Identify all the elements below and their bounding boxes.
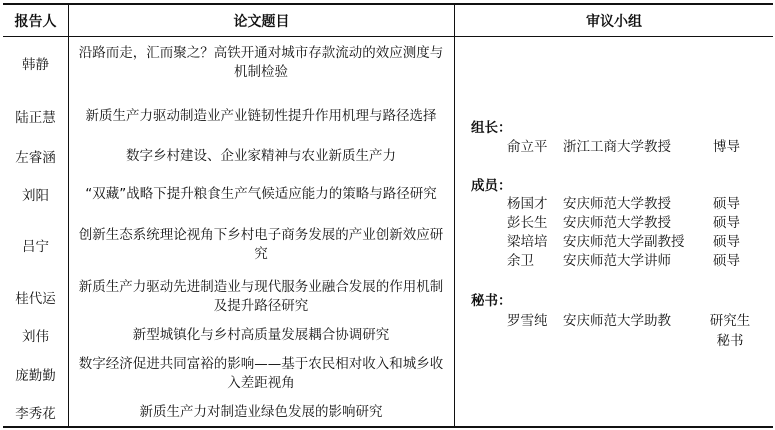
paper-topic: 创新生态系统理论视角下乡村电子商务发展的产业创新效应研究 — [78, 227, 444, 262]
paper-topic: 沿路而走，汇而聚之？高铁开通对城市存款流动的效应测度与机制检验 — [78, 45, 444, 80]
paper-topic: 新型城镇化与乡村高质量发展耦合协调研究 — [132, 326, 390, 343]
reporter-name: 韩静 — [22, 57, 49, 73]
member-title: 安庆师范大学教授 — [563, 196, 671, 212]
paper-topic: 新质生产力驱动制造业产业链韧性提升作用机理与路径选择 — [85, 107, 437, 124]
reporter-name: 吕宁 — [22, 239, 49, 255]
reporter-name: 李秀花 — [15, 406, 56, 422]
paper-topic: 数字经济促进共同富裕的影响——基于农民相对收入和城乡收入差距视角 — [78, 356, 444, 391]
member-name: 彭长生 — [507, 215, 548, 231]
secretary-role: 研究生秘书 — [709, 313, 751, 349]
review-table — [3, 3, 773, 428]
paper-topic: 新质生产力驱动先进制造业与现代服务业融合发展的作用机制及提升路径研究 — [78, 279, 444, 314]
member-line — [455, 233, 773, 253]
member-role: 硕导 — [713, 234, 740, 250]
leader-role: 博导 — [713, 139, 740, 155]
member-role: 硕导 — [713, 196, 740, 212]
table-row — [3, 272, 454, 322]
table-row — [3, 220, 454, 270]
table-row — [3, 38, 454, 88]
reporter-name: 刘伟 — [22, 329, 49, 345]
table-row — [3, 170, 454, 218]
table-row — [3, 90, 454, 142]
secretary-title: 安庆师范大学助教 — [563, 313, 671, 329]
reporter-name: 桂代运 — [15, 291, 56, 307]
member-name: 梁培培 — [507, 234, 548, 250]
reporter-name: 左睿涵 — [15, 150, 56, 166]
header-topic: 论文题目 — [233, 13, 290, 30]
leader-title: 浙江工商大学教授 — [563, 139, 671, 155]
reporter-name: 刘阳 — [22, 188, 49, 204]
member-role: 硕导 — [713, 253, 740, 269]
paper-topic: 新质生产力对制造业绿色发展的影响研究 — [139, 403, 383, 420]
member-line — [455, 252, 773, 272]
member-title: 安庆师范大学讲师 — [563, 253, 671, 269]
members-label: 成员： — [471, 178, 512, 194]
member-role: 硕导 — [713, 215, 740, 231]
table-row — [3, 322, 454, 348]
reporter-name: 庞勤勤 — [15, 368, 56, 384]
member-name: 余卫 — [507, 253, 534, 269]
member-title: 安庆师范大学副教授 — [563, 234, 685, 250]
table-row — [3, 400, 454, 424]
header-reporter: 报告人 — [14, 13, 57, 30]
leader-line — [455, 138, 773, 158]
paper-topic: 数字乡村建设、企业家精神与农业新质生产力 — [126, 147, 396, 164]
table-row — [3, 350, 454, 398]
table-bottom-rule — [3, 426, 773, 428]
table-row — [3, 142, 454, 170]
member-name: 杨国才 — [507, 196, 548, 212]
leader-label: 组长： — [471, 120, 512, 136]
secretary-label: 秘书： — [471, 293, 512, 309]
leader-name: 俞立平 — [507, 139, 548, 155]
secretary-name: 罗雪纯 — [507, 313, 548, 329]
header-committee: 审议小组 — [586, 13, 642, 30]
member-line — [455, 195, 773, 215]
member-title: 安庆师范大学教授 — [563, 215, 671, 231]
committee-cell — [455, 37, 773, 426]
paper-topic: “双藏”战略下提升粮食生产气候适应能力的策略与路径研究 — [85, 185, 437, 202]
reporter-name: 陆正慧 — [15, 110, 56, 126]
member-line — [455, 214, 773, 234]
secretary-line — [455, 312, 773, 352]
